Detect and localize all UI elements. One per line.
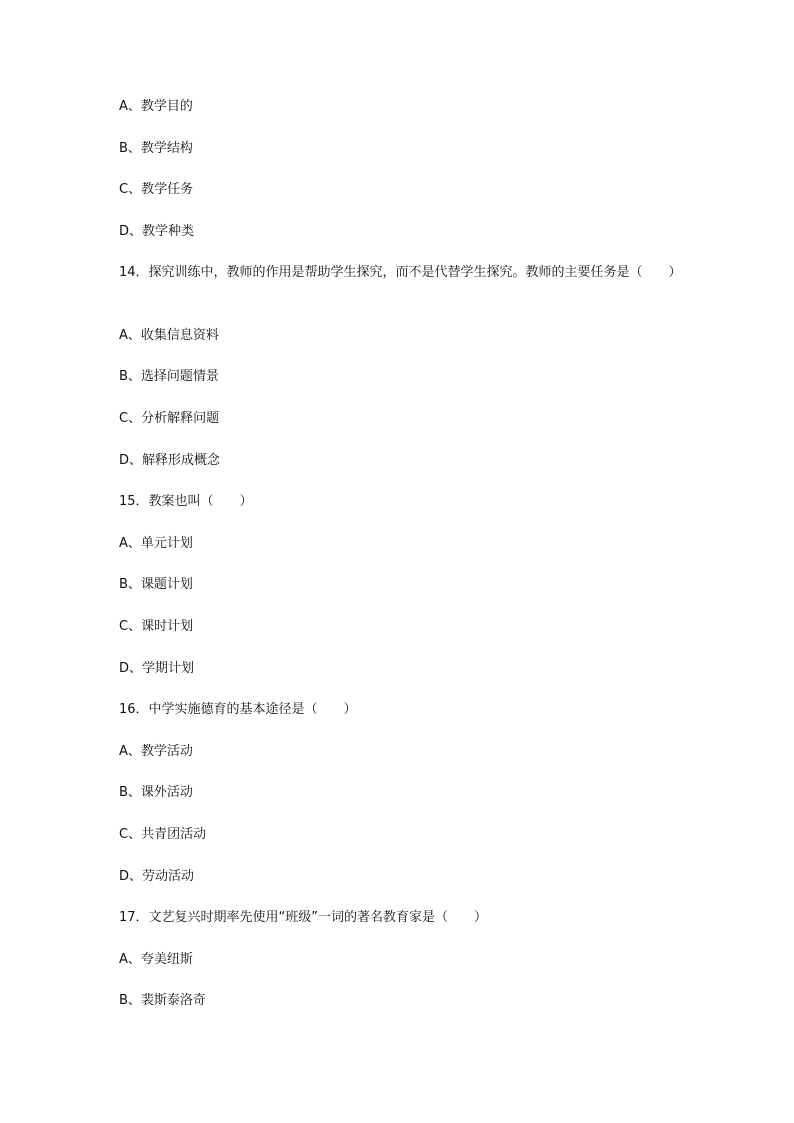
option-a-q13: A、教学目的	[119, 99, 193, 114]
option-a-q14: A、收集信息资料	[119, 328, 219, 343]
option-c-q13: C、教学任务	[119, 182, 194, 197]
option-c-q16: C、共青团活动	[119, 827, 207, 842]
option-d-q14: D、解释形成概念	[119, 453, 221, 468]
question-14: 14．探究训练中，教师的作用是帮助学生探究，而不是代替学生探究。教师的主要任务是（ ）	[119, 265, 682, 280]
option-a-q15: A、单元计划	[119, 536, 193, 551]
option-a-q16: A、教学活动	[119, 744, 193, 759]
option-a-q17: A、夸美纽斯	[119, 952, 193, 967]
option-c-q15: C、课时计划	[119, 619, 194, 634]
option-d-q15: D、学期计划	[119, 661, 195, 676]
question-15: 15．教案也叫（ ）	[119, 494, 253, 509]
option-b-q14: B、选择问题情景	[119, 369, 219, 384]
option-b-q13: B、教学结构	[119, 141, 193, 156]
option-b-q16: B、课外活动	[119, 785, 193, 800]
option-b-q15: B、课题计划	[119, 577, 193, 592]
question-16: 16．中学实施德育的基本途径是（ ）	[119, 702, 357, 717]
question-17: 17．文艺复兴时期率先使用“班级”一词的著名教育家是（ ）	[119, 910, 488, 925]
option-c-q14: C、分析解释问题	[119, 411, 220, 426]
option-d-q16: D、劳动活动	[119, 869, 195, 884]
option-b-q17: B、裴斯泰洛奇	[119, 993, 206, 1008]
option-d-q13: D、教学种类	[119, 224, 195, 239]
